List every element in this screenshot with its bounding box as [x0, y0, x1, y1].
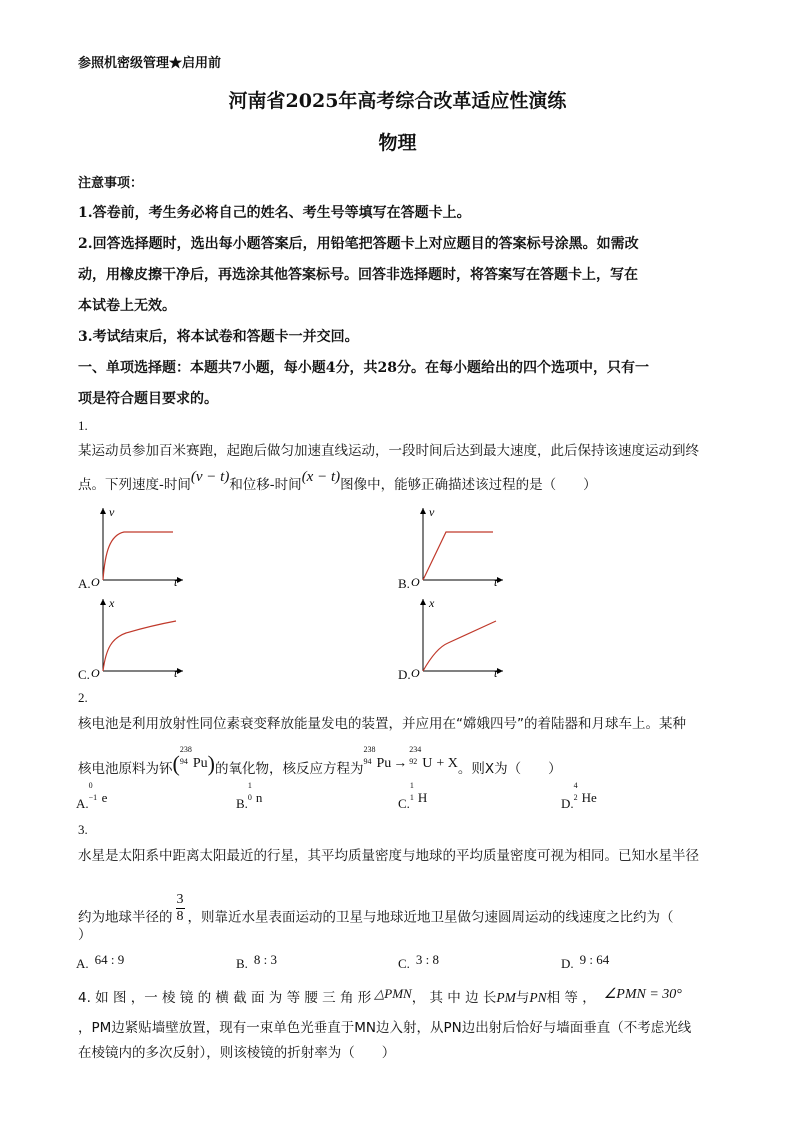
graph-a-origin: O [91, 575, 100, 589]
option-c-label: C. [78, 667, 90, 682]
graph-a [88, 502, 188, 592]
q3-option-a: A. 64 : 9 [76, 952, 125, 971]
reaction-arrow: → [393, 756, 408, 771]
notes-item-1: 1.答卷前，考生务必将自己的姓名、考生号等填写在答题卡上。 [78, 205, 471, 221]
q3-option-d: D. 9 : 64 [561, 952, 610, 971]
notes-heading: 注意事项： [78, 176, 144, 191]
question-1-line-2: 点。下列速度-时间(v − t)和位移-时间(x − t)图像中，能够正确描述该过程的是（ ） [78, 469, 597, 493]
graph-a-y-label: v [109, 505, 115, 519]
question-1-line-1: 某运动员参加百米赛跑，起跑后做匀加速直线运动，一段时间后达到最大速度，此后保持该速度运动到终 [78, 443, 699, 459]
question-4-line-1: 4. 如 图 ，一 棱 镜 的 横 截 面 为 等 腰 三 角 形 △PMN， 其 中 边 长PM与PN相 等 ， ∠PMN = 30° [78, 986, 682, 1006]
confidential-label: 参照机密级管理★启用前 [78, 56, 222, 71]
vt-expression: (v − t) [190, 469, 230, 485]
question-3-line-3: ） [78, 927, 92, 943]
graph-c-y-label: x [109, 596, 115, 610]
graph-c-x-arrow [177, 668, 183, 674]
plus-x: + X [436, 756, 458, 771]
graph-d-y-arrow [420, 599, 426, 605]
graph-d-origin: O [411, 666, 420, 680]
graph-d-curve [423, 621, 496, 671]
notes-item-2-line-1: 2.回答选择题时，选出每小题答案后，用铅笔把答题卡上对应题目的答案标号涂黑。如需改 [78, 236, 639, 252]
graph-a-y-arrow [100, 508, 106, 514]
option-a-label: A. [78, 576, 91, 591]
pu-nuclide: 238 94 Pu [179, 745, 208, 771]
notes-item-3: 3.考试结束后，将本试卷和答题卡一并交回。 [78, 329, 359, 345]
section-1-heading-line-1: 一、单项选择题：本题共7小题，每小题4分，共28分。在每小题给出的四个选项中，只有一 [78, 360, 649, 376]
u-nuclide: 234 92 U [409, 745, 433, 771]
triangle-pmn: △PMN [374, 986, 412, 1001]
fraction-3-8: $\frac{3}{8}$ [176, 892, 184, 924]
graph-c-x-label: t [174, 666, 178, 680]
notes-item-2-line-2: 动，用橡皮擦干净后，再选涂其他答案标号。回答非选择题时，将答案写在答题卡上，写在 [78, 267, 638, 283]
graph-d-x-label: t [494, 666, 498, 680]
q2-option-b: B. 1 0 n [236, 781, 263, 811]
question-4-line-3: 在棱镜内的多次反射），则该棱镜的折射率为（ ） [78, 1045, 396, 1061]
graph-c [88, 593, 188, 683]
question-3-line-1: 水星是太阳系中距离太阳最近的行星，其平均质量密度与地球的平均质量密度可视为相同。已知水星半径 [78, 848, 699, 864]
graph-a-curve [103, 532, 173, 580]
graph-d-x-arrow [497, 668, 503, 674]
graph-c-origin: O [91, 666, 100, 680]
q2-option-c: C. 1 1 H [398, 781, 428, 811]
graph-b-y-arrow [420, 508, 426, 514]
graph-d [408, 593, 508, 683]
exam-title: 河南省2025年高考综合改革适应性演练 [228, 90, 567, 112]
q2-option-d: D. 4 2 He [561, 781, 597, 811]
graph-b-origin: O [411, 575, 420, 589]
question-3-number: 3. [78, 822, 88, 837]
pu-nuclide-equation: 238 94 Pu [363, 745, 392, 771]
question-2-line-1: 核电池是利用放射性同位素衰变释放能量发电的装置，并应用在“嫦娥四号”的着陆器和月球车上。某种 [78, 716, 686, 732]
graph-a-x-arrow [177, 577, 183, 583]
subject-title: 物理 [378, 132, 417, 154]
question-3-line-2: 约为地球半径的 $\frac{3}{8}$ ，则靠近水星表面运动的卫星与地球近地卫星做匀速圆周运动的线速度之比约为（ [78, 892, 674, 926]
graph-b-curve [423, 532, 493, 580]
q2-option-a: A. 0 −1 e [76, 781, 108, 811]
question-2-number: 2. [78, 690, 88, 705]
xt-expression: (x − t) [301, 469, 341, 485]
graph-b [408, 502, 508, 592]
notes-item-2-line-3: 本试卷上无效。 [78, 298, 176, 314]
angle-pmn: ∠PMN = 30° [603, 987, 682, 1002]
question-4-line-2: ，PM边紧贴墙壁放置，现有一束单色光垂直于MN边入射，从PN边出射后恰好与墙面垂直（不考虑光线 [78, 1020, 692, 1036]
question-2-line-2: 核电池原料为钚( 238 94 Pu)的氧化物，核反应方程为 238 94 Pu → 234 92 U + X。则X为（ ） [78, 745, 562, 777]
option-d-label: D. [398, 667, 411, 682]
graph-c-y-arrow [100, 599, 106, 605]
question-1-number: 1. [78, 418, 88, 433]
graph-b-x-arrow [497, 577, 503, 583]
graph-a-x-label: t [174, 575, 178, 589]
q3-option-c: C. 3 : 8 [398, 952, 440, 971]
graph-b-x-label: t [494, 575, 498, 589]
q3-option-b: B. 8 : 3 [236, 952, 278, 971]
option-b-label: B. [398, 576, 410, 591]
graph-d-y-label: x [429, 596, 435, 610]
section-1-heading-line-2: 项是符合题目要求的。 [78, 391, 218, 407]
graph-b-y-label: v [429, 505, 435, 519]
graph-c-curve [103, 621, 176, 671]
